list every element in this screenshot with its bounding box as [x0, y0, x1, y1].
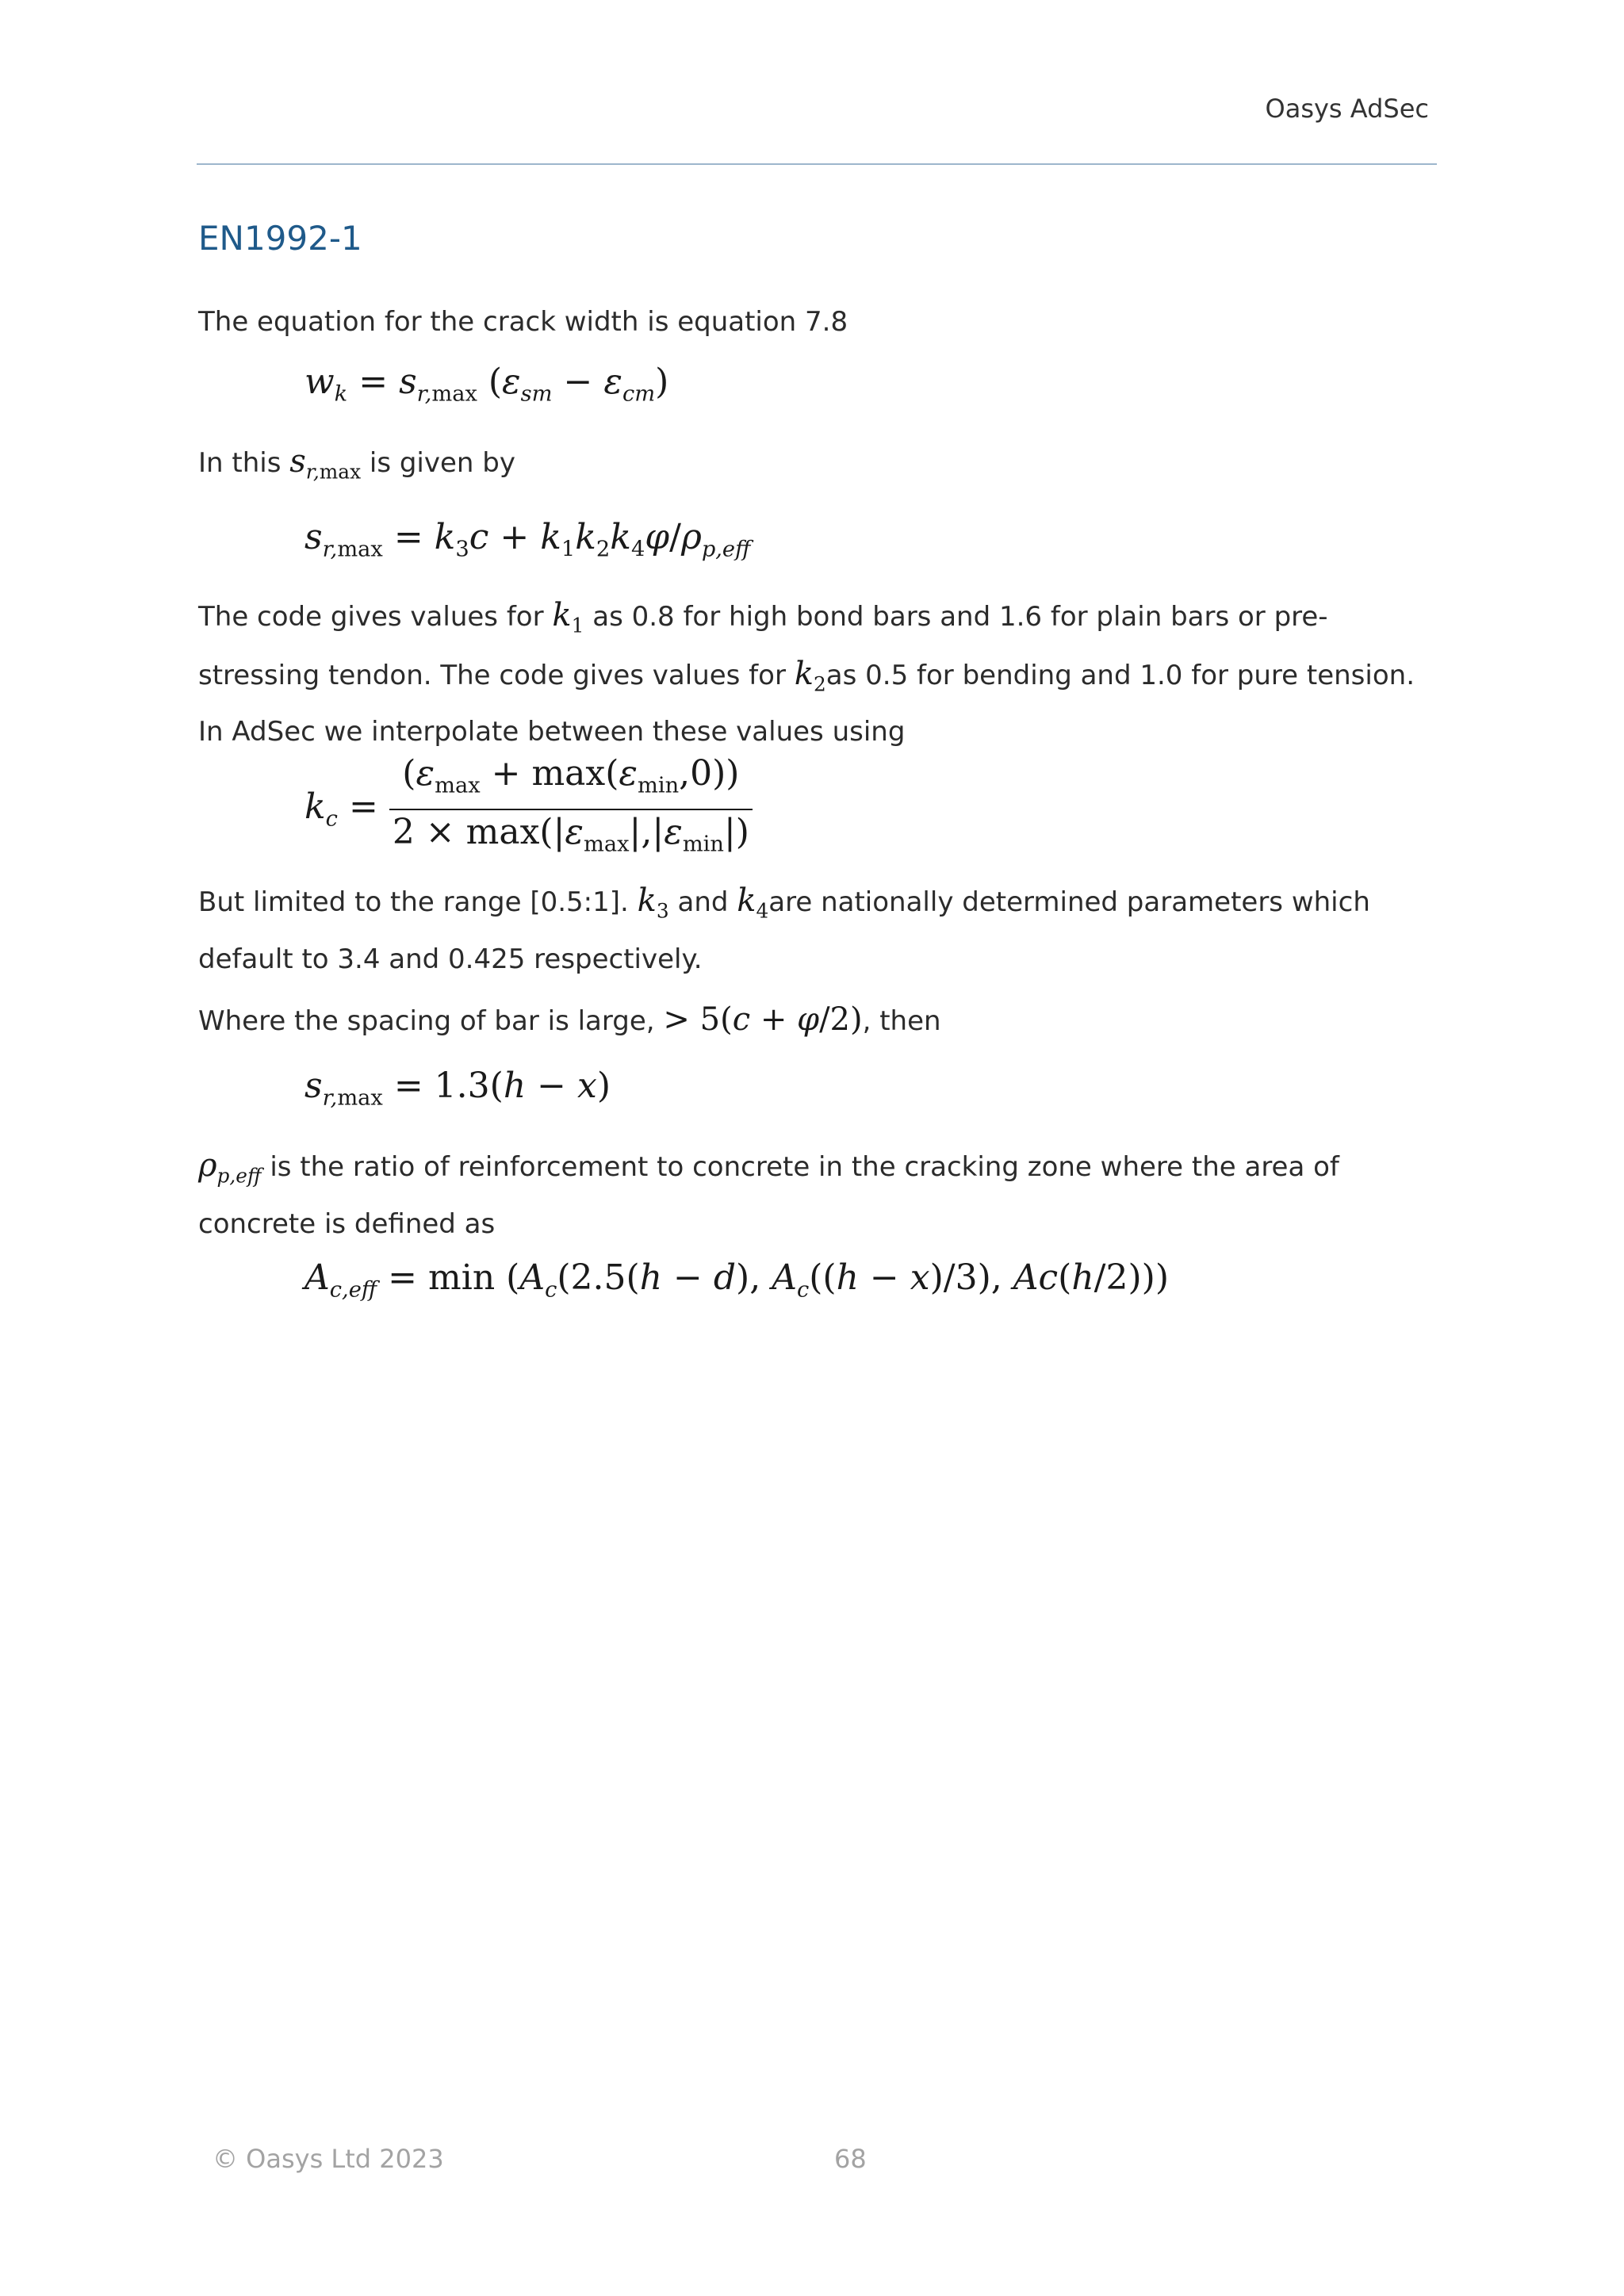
inline-math-k2: $k_2$ — [794, 655, 826, 696]
paragraph-text: are nationally determined parameters which default to 3.4 and 0.425 respectively. — [198, 886, 1370, 975]
paragraph-text: is given by — [361, 447, 515, 479]
equation-kc: $k_c$ = $\frac{(\varepsilon_{max} + \max(\varepsilon_{min},0))}{2 \times \max(|\varepsilon_{max}|,|\varepsilon_{min}|)}$ — [304, 752, 753, 867]
footer-page-number: 68 — [834, 2144, 867, 2174]
section-title: EN1992-1 — [198, 219, 362, 258]
paragraph-text: is the ratio of reinforcement to concrete in the cracking zone where the area of concrete is defined as — [198, 1151, 1339, 1240]
paragraph-range-limit — [198, 877, 1443, 983]
equation-srmax-large-spacing: $s_{r,max} = 1.3(h - x)$ — [304, 1066, 611, 1111]
paragraph-k-values — [198, 591, 1443, 756]
paragraph-text: The code gives values for — [198, 601, 553, 633]
header-divider — [197, 163, 1437, 165]
inline-math-spacing-condition: > 5(c + φ/2) — [663, 1001, 863, 1038]
paragraph-text: as 0.5 for bending and 1.0 for pure tension. In AdSec we interpolate between these values using — [198, 659, 1415, 748]
inline-math-srmax: $s_{r,max}$ — [289, 443, 362, 484]
paragraph-crack-width-intro: The equation for the crack width is equation 7.8 — [198, 306, 848, 338]
paragraph-text: as 0.8 for high bond bars and 1.6 for plain bars or pre-stressing tendon. The code gives values for — [198, 601, 1328, 691]
paragraph-text: , then — [862, 1005, 941, 1037]
inline-math-k1: $k_1$ — [552, 597, 584, 637]
inline-math-k3: $k_3$ — [637, 882, 669, 923]
paragraph-text: But limited to the range [0.5:1]. — [198, 886, 638, 918]
paragraph-text: Where the spacing of bar is large, — [198, 1005, 664, 1037]
equation-srmax: $s_{r,max} = k_3c + k_1k_2k_4\varphi/\rho_{p,eff}$ — [304, 517, 751, 562]
paragraph-rho-definition — [198, 1142, 1443, 1248]
document-header-title: Oasys AdSec — [1265, 94, 1429, 124]
footer-copyright: © Oasys Ltd 2023 — [213, 2144, 444, 2174]
inline-math-rho-peff: $\rho_{p,eff}$ — [198, 1147, 262, 1188]
paragraph-srmax-intro — [198, 438, 1443, 496]
paragraph-large-spacing — [198, 996, 1443, 1045]
paragraph-text: In this — [198, 447, 290, 479]
equation-crack-width: $w_k = s_{r,max}$ $(\varepsilon_{sm} - \varepsilon_{cm})$ — [304, 362, 669, 407]
inline-math-k4: $k_4$ — [737, 882, 769, 923]
paragraph-text: and — [668, 886, 737, 918]
equation-ac-eff: $A_{c,eff} = \min (A_c(2.5(h - d)$, $A_c((h - x)/3)$, Ac(h/2))) — [304, 1257, 1169, 1303]
